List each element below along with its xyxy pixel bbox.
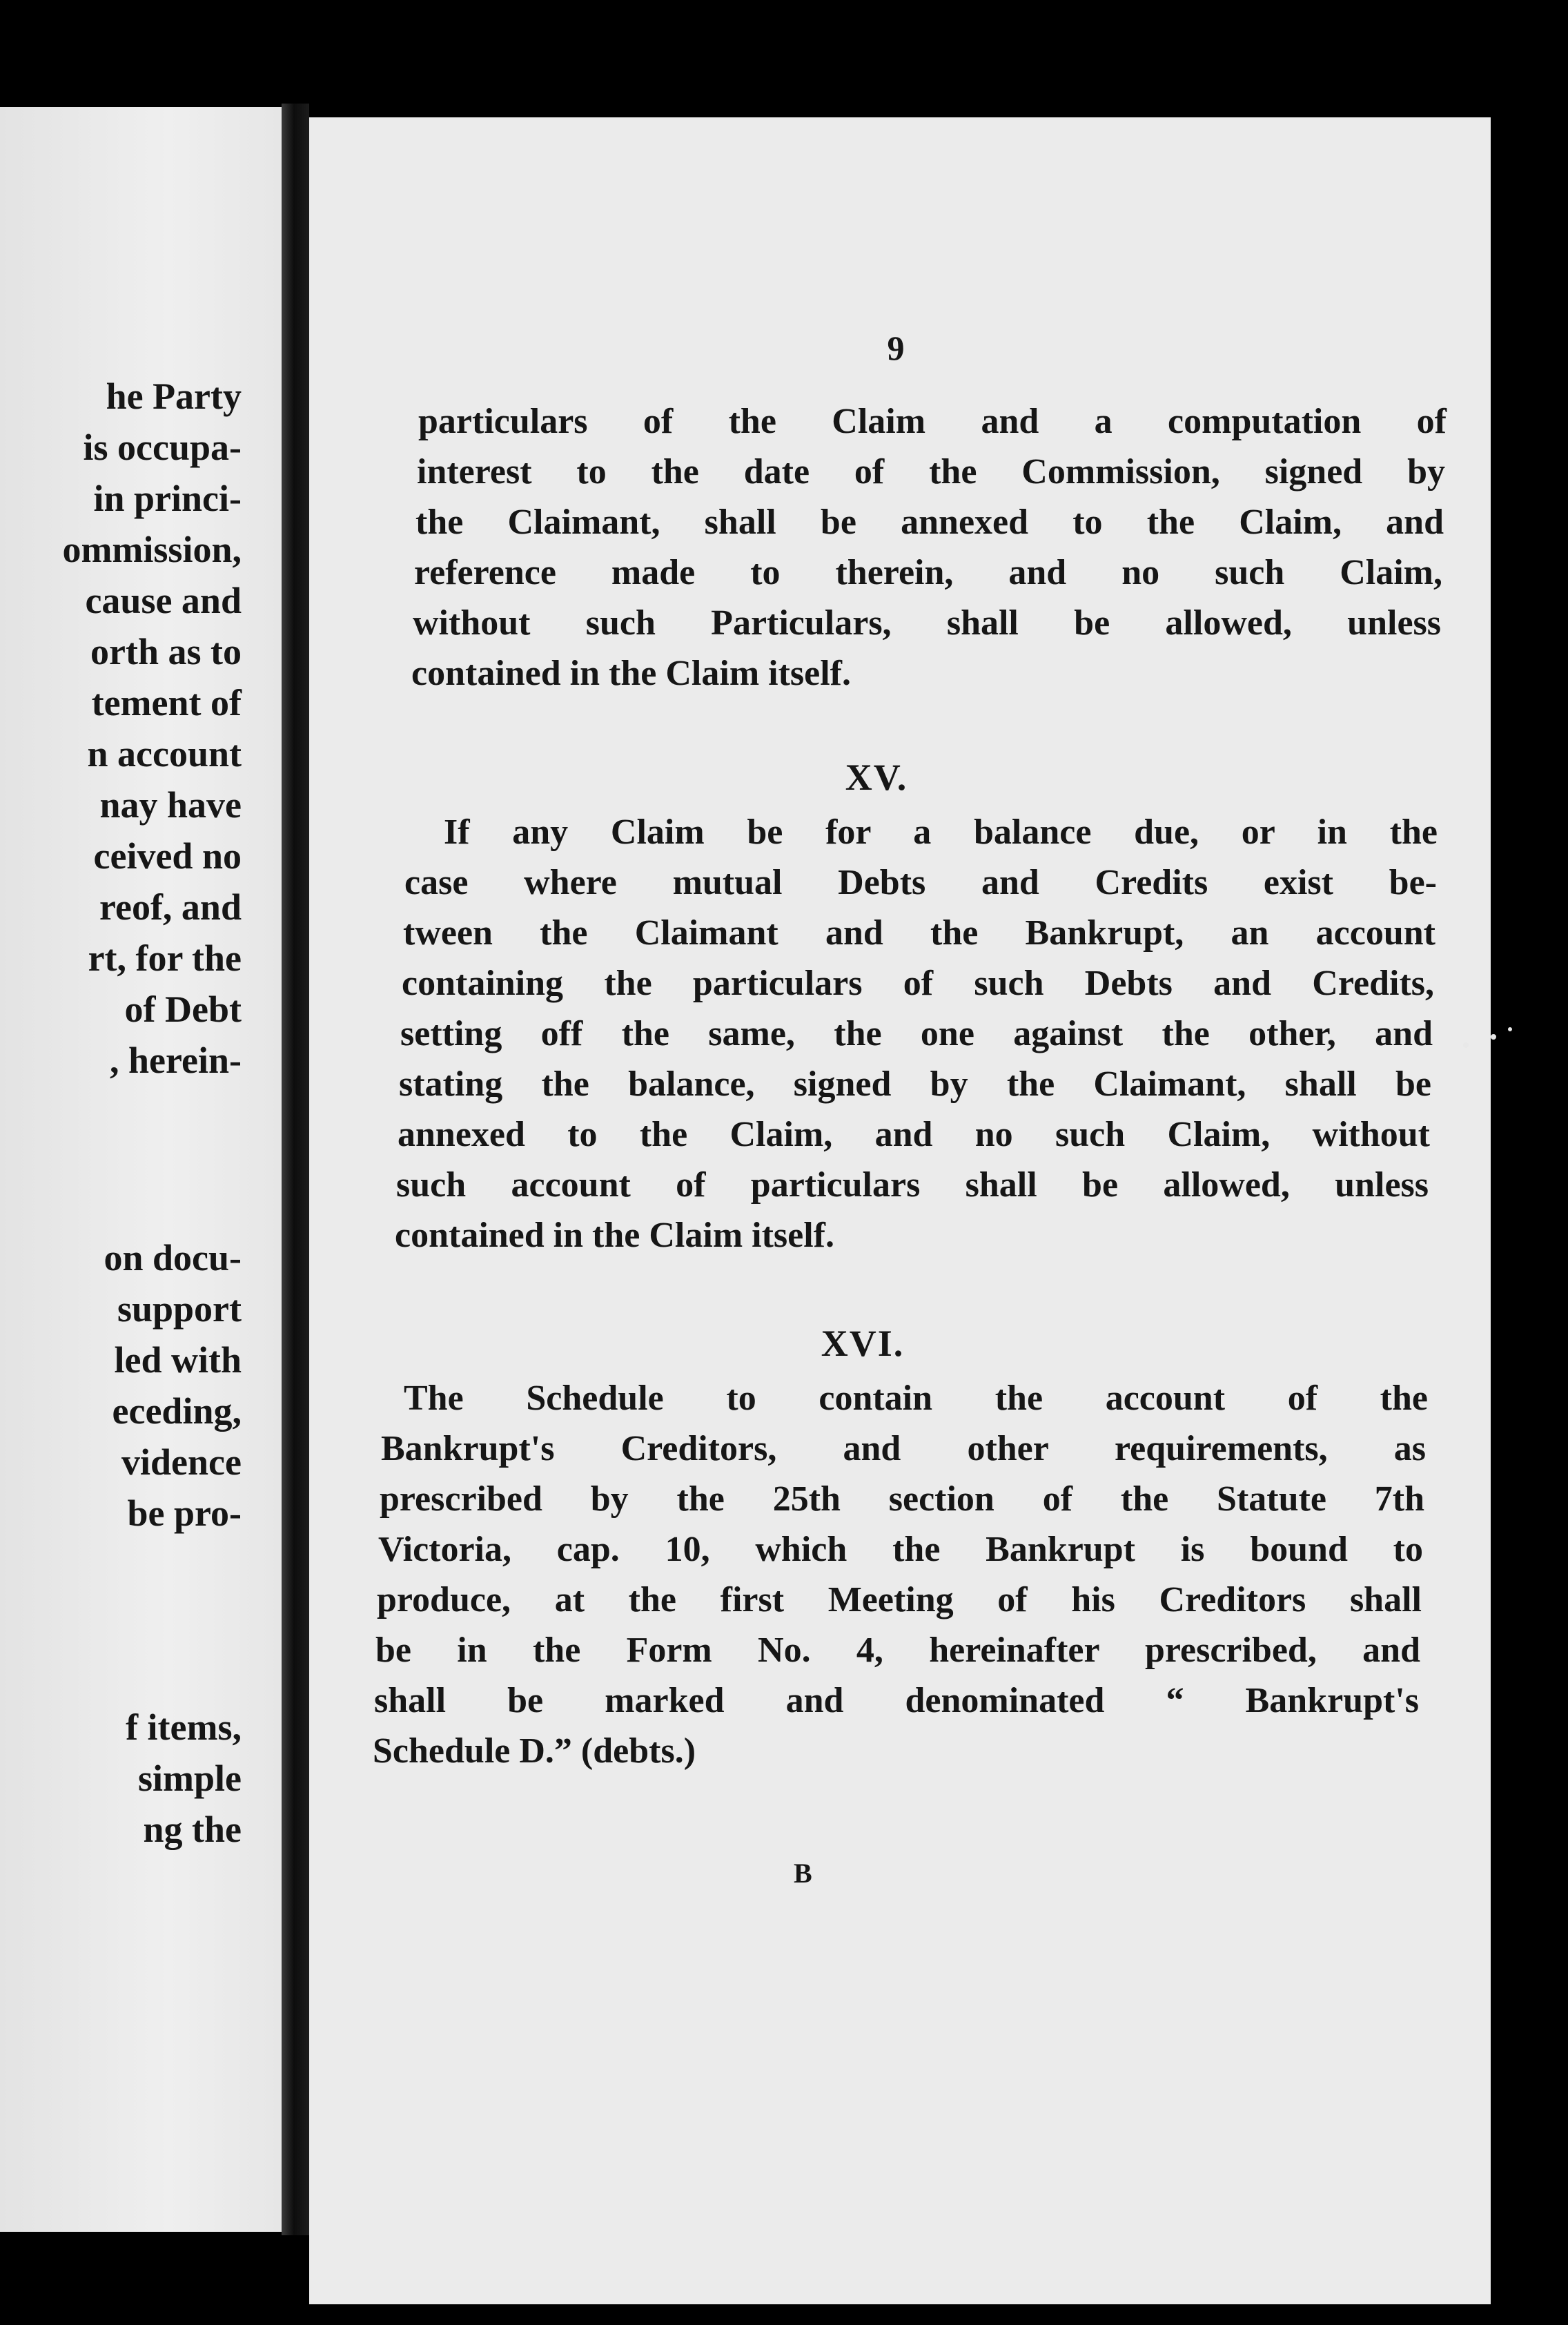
left-page-line: support (117, 1288, 242, 1330)
text-line: produce, at the first Meeting of his Creditors shall (377, 1580, 1422, 1619)
left-page-line: he Party (106, 376, 242, 417)
text-line: particulars of the Claim and a computation of (418, 402, 1447, 441)
text-line: shall be marked and denominated “ Bankrupt's (374, 1681, 1419, 1720)
left-page-line: f items, (126, 1706, 242, 1748)
text-line: be in the Form No. 4, hereinafter prescribed, and (375, 1631, 1420, 1670)
text-line: Victoria, cap. 10, which the Bankrupt is bound to (378, 1530, 1423, 1569)
text-line: without such Particulars, shall be allowed, unless (413, 603, 1441, 643)
left-page-line: on docu- (104, 1237, 242, 1278)
left-page-line: orth as to (90, 631, 242, 672)
text-line: interest to the date of the Commission, signed by (417, 452, 1445, 492)
text-line: contained in the Claim itself. (395, 1216, 834, 1255)
left-page-line: be pro- (127, 1492, 242, 1534)
left-page-line: eceding, (112, 1390, 242, 1432)
dust-speck (1508, 1027, 1512, 1031)
left-page-line: simple (137, 1758, 242, 1799)
left-page-line: in princi- (93, 478, 242, 519)
text-line: Bankrupt's Creditors, and other requirements, as (381, 1429, 1426, 1468)
book-gutter (282, 104, 309, 2235)
left-page-line: led with (114, 1339, 242, 1381)
left-page-line: cause and (85, 580, 242, 621)
dust-speck (1491, 1034, 1496, 1040)
left-page-line: nay have (99, 784, 242, 826)
text-line: The Schedule to contain the account of the (404, 1379, 1428, 1418)
text-line: setting off the same, the one against the other, and (400, 1014, 1433, 1053)
text-line: If any Claim be for a balance due, or in the (444, 813, 1438, 852)
left-page-line: of Debt (124, 989, 242, 1030)
left-page-line: tement of (91, 682, 242, 723)
left-facing-page (0, 107, 282, 2232)
left-page-line: ceived no (93, 835, 242, 877)
text-line: tween the Claimant and the Bankrupt, an account (403, 913, 1435, 953)
text-line: prescribed by the 25th section of the Statute 7th (380, 1479, 1424, 1519)
text-line: containing the particulars of such Debts and Credits, (402, 964, 1434, 1003)
page-number: 9 (887, 329, 905, 367)
left-page-line: reof, and (99, 886, 242, 928)
text-line: stating the balance, signed by the Claimant, shall be (399, 1064, 1431, 1104)
left-page-line: is occupa- (83, 427, 242, 468)
left-page-line: ommission, (62, 529, 242, 570)
section-heading-xvi: XVI. (821, 1323, 905, 1364)
left-page-line: , herein- (110, 1040, 242, 1081)
left-page-line: n account (87, 733, 242, 775)
left-page-line: ng the (143, 1809, 242, 1850)
text-line: such account of particulars shall be allowed, unless (396, 1165, 1429, 1205)
section-heading-xv: XV. (845, 757, 908, 798)
text-line: contained in the Claim itself. (411, 654, 851, 693)
signature-mark: B (794, 1858, 812, 1889)
right-page (309, 117, 1491, 2304)
text-line: the Claimant, shall be annexed to the Claim, and (415, 503, 1444, 542)
left-page-line: rt, for the (88, 937, 242, 979)
text-line: annexed to the Claim, and no such Claim, without (398, 1115, 1430, 1154)
left-page-line: vidence (121, 1441, 242, 1483)
text-line: case where mutual Debts and Credits exist be- (404, 863, 1437, 902)
text-line: reference made to therein, and no such Claim, (414, 553, 1442, 592)
dust-speck (1463, 1042, 1469, 1048)
text-line: Schedule D.” (debts.) (373, 1731, 696, 1771)
